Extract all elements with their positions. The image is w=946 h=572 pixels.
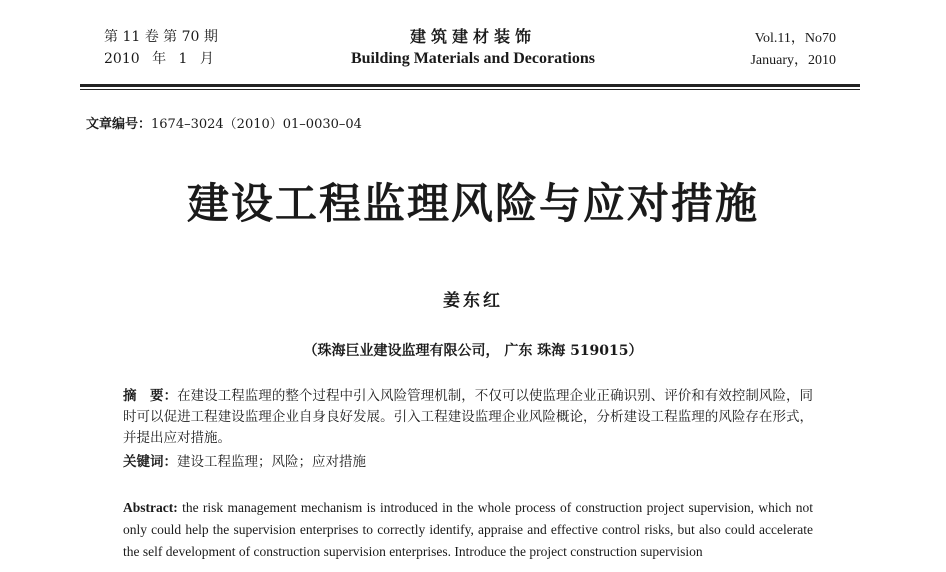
author-name: 姜东红 [443,291,503,311]
abstract-en-label: Abstract: [123,500,178,515]
keywords [123,452,366,473]
date-en: January，2010 [750,53,836,68]
header-volume-date-en [750,28,836,72]
header-rule-thick [80,84,860,87]
author-affiliation: （珠海巨业建设监理有限公司， 广东 珠海 519015） [303,343,643,359]
abstract-cn-text: 在建设工程监理的整个过程中引入风险管理机制，不仅可以使监理企业正确识别、评价和有效控制风险，同时可以促进工程建设监理企业自身良好发展。引入工程建设监理企业风险概论，分析建设工程监理的风险存在形式，并提出应对措施。 [123,388,814,446]
paper-title: 建设工程监理风险与应对措施 [186,179,759,228]
date-cn: 2010 年 1 月 [104,51,214,67]
article-number-label: 文章编号： [86,117,152,132]
abstract-cn-label: 摘 要： [123,388,178,404]
journal-title-cn: 建筑建材装饰 [409,27,536,46]
header-rule-thin [80,89,860,90]
journal-title-en: Building Materials and Decorations [350,50,595,67]
keywords-label: 关键词： [123,454,177,470]
abstract-en [123,497,813,563]
abstract-cn [123,386,813,449]
article-number [86,113,362,132]
volume-issue-en: Vol.11，No70 [754,31,836,46]
abstract-en-text: the risk management mechanism is introduced in the whole process of construction project supervision, which not only could help the supervision enterprises to correctly identify, appraise and effective control risks, but also could accelerate the self development of construction supervision enterprises. Introduce the project construction supervision [123,500,813,559]
keywords-text: 建设工程监理；风险；应对措施 [177,454,366,470]
article-number-value: 1674–3024（2010）01–0030–04 [151,117,362,132]
volume-issue-cn: 第 11 卷 第 70 期 [104,29,218,45]
